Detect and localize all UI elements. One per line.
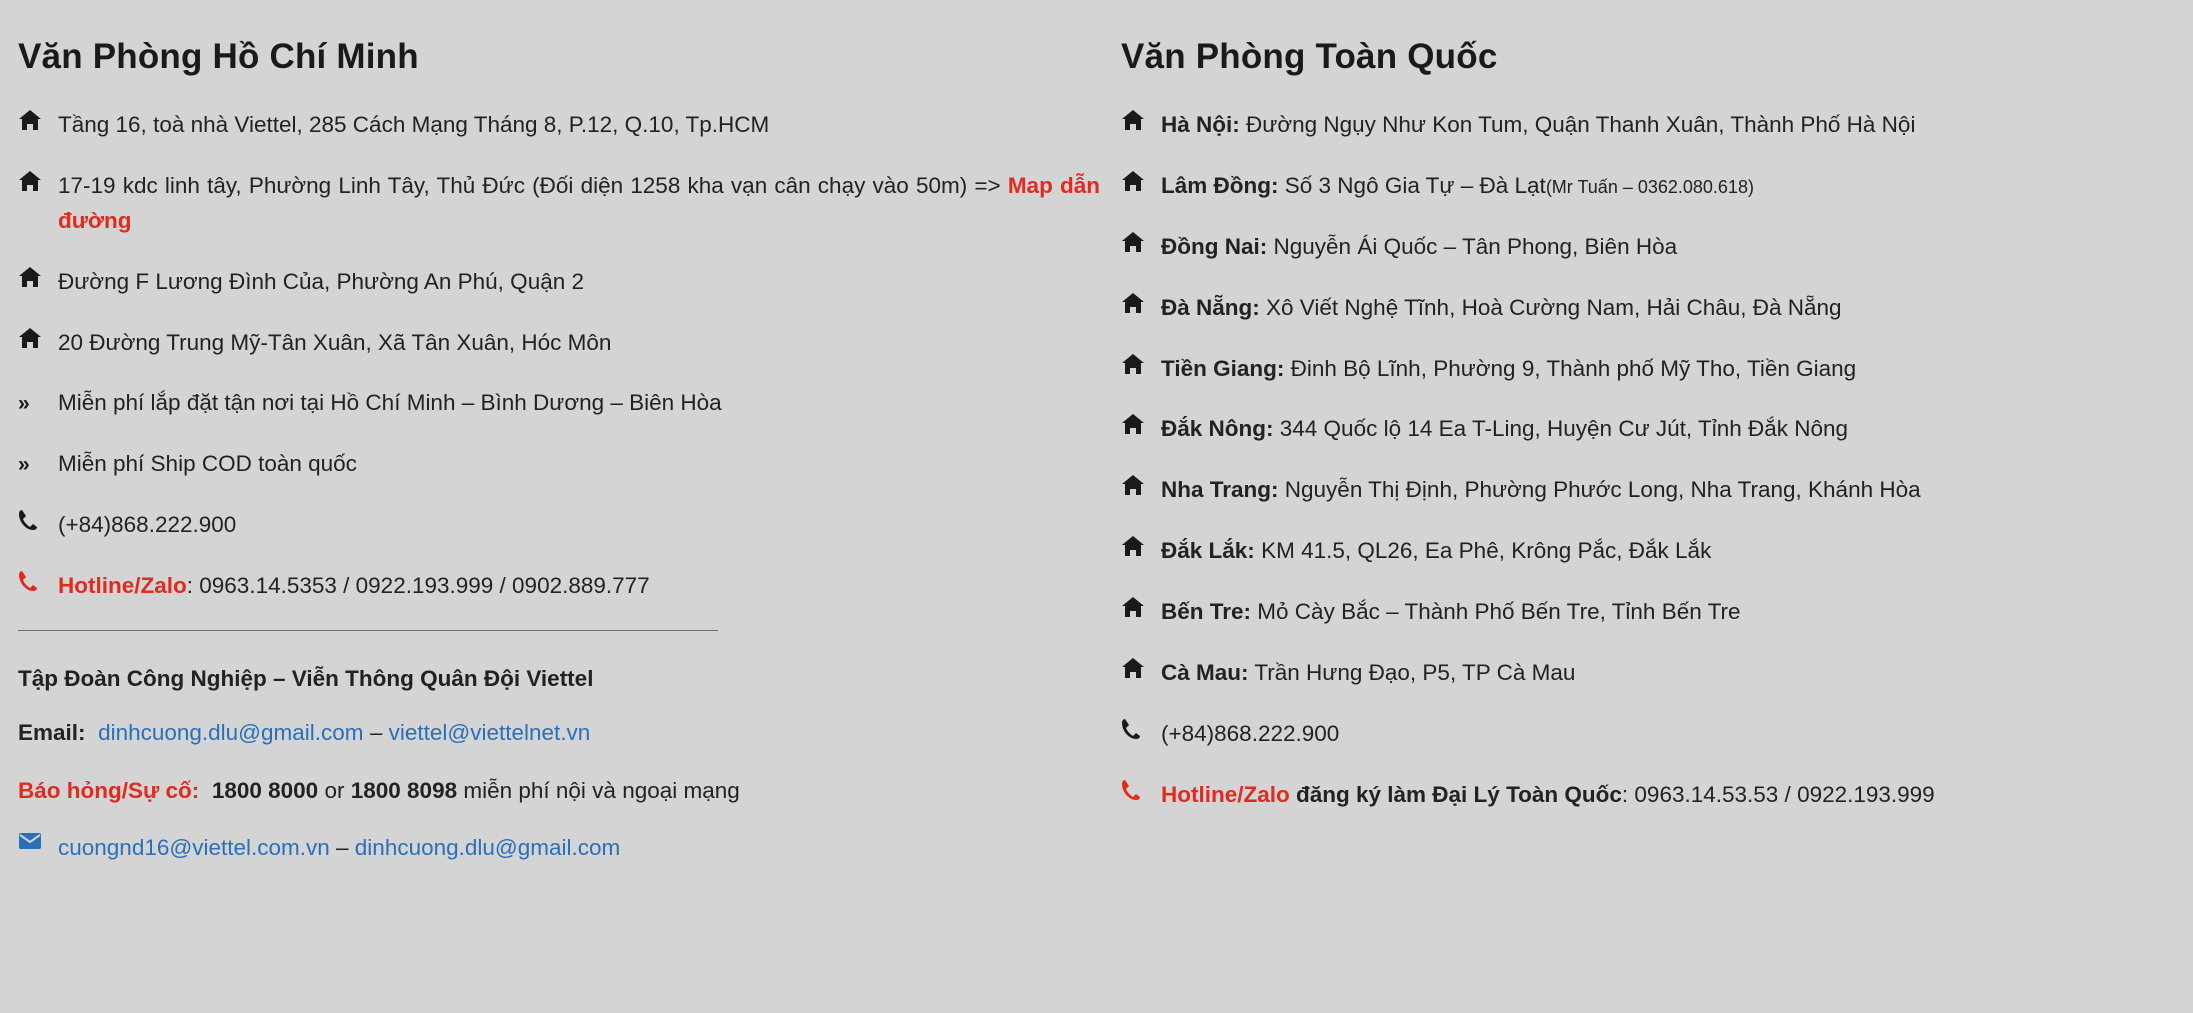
branch-address: Trần Hưng Đạo, P5, TP Cà Mau	[1254, 659, 1576, 685]
branch-row	[1121, 473, 2173, 508]
hotline-mid: đăng ký làm Đại Lý Toàn Quốc	[1289, 781, 1622, 807]
mail-dash: –	[336, 834, 349, 860]
fault-number-2[interactable]: 1800 8098	[350, 777, 458, 803]
branch-text	[1161, 656, 2173, 691]
email-label: Email:	[18, 719, 86, 745]
home-icon	[1121, 109, 1151, 131]
home-icon	[18, 266, 48, 288]
email-link-2[interactable]: viettel@viettelnet.vn	[388, 719, 591, 745]
mail-row	[18, 831, 1100, 866]
home-icon	[1121, 413, 1151, 435]
address-row	[18, 326, 1100, 361]
branch-row	[1121, 108, 2173, 143]
envelope-icon	[18, 832, 48, 850]
branch-address: Đường Ngụy Như Kon Tum, Quận Thanh Xuân, Thành Phố Hà Nội	[1246, 112, 1916, 137]
branch-text	[1161, 352, 2173, 387]
address-row	[18, 169, 1100, 239]
fault-report-label: Báo hỏng/Sự cố:	[18, 777, 200, 803]
home-icon	[18, 170, 48, 192]
fault-tail: miễn phí nội và ngoại mạng	[463, 777, 740, 803]
address-text: Đường F Lương Đình Của, Phường An Phú, Quận 2	[58, 268, 584, 294]
branch-text	[1161, 230, 2173, 265]
home-icon	[1121, 535, 1151, 557]
address-text	[58, 169, 1100, 239]
hotline-separator: :	[186, 573, 200, 598]
nationwide-office-column	[1120, 18, 2193, 1013]
branch-row	[1121, 412, 2173, 447]
section-divider	[18, 630, 718, 631]
hotline-label: Hotline/Zalo	[1161, 781, 1290, 807]
home-icon	[18, 327, 48, 349]
branch-label: Bến Tre:	[1161, 599, 1252, 624]
branch-text	[1161, 473, 2173, 508]
hcm-office-column	[0, 18, 1120, 1013]
branch-label: Đồng Nai:	[1161, 233, 1268, 259]
email-row	[18, 715, 1100, 751]
address-row	[18, 265, 1100, 300]
double-chevron-right-icon: »	[18, 453, 28, 477]
branch-address: Nguyễn Thị Định, Phường Phước Long, Nha Trang, Khánh Hòa	[1284, 477, 1921, 503]
phone-icon	[1121, 779, 1151, 801]
branch-text	[1161, 291, 2173, 326]
email-link-1[interactable]: dinhcuong.dlu@gmail.com	[98, 719, 364, 745]
email-dash: –	[369, 719, 383, 745]
address-row	[18, 108, 1100, 143]
branch-address: Đinh Bộ Lĩnh, Phường 9, Thành phố Mỹ Tho, Tiền Giang	[1290, 355, 1857, 381]
branch-text	[1161, 108, 2173, 143]
hotline-numbers[interactable]: 0963.14.53.53 / 0922.193.999	[1634, 781, 1935, 807]
fault-report-row	[18, 773, 1100, 809]
branch-address: Xô Viết Nghệ Tĩnh, Hoà Cường Nam, Hải Châu, Đà Nẵng	[1266, 294, 1842, 320]
branch-label: Cà Mau:	[1161, 659, 1249, 685]
home-icon	[1121, 231, 1151, 253]
branch-text	[1161, 169, 2173, 204]
hcm-office-title: Văn Phòng Hồ Chí Minh	[18, 37, 419, 76]
branch-label: Đắk Nông:	[1161, 416, 1274, 442]
branch-text	[1161, 595, 2173, 630]
address-text: 20 Đường Trung Mỹ-Tân Xuân, Xã Tân Xuân, Hóc Môn	[58, 329, 612, 355]
home-icon	[1121, 292, 1151, 314]
branch-row	[1121, 169, 2173, 204]
home-icon	[1121, 596, 1151, 618]
branch-text	[1161, 534, 2173, 569]
company-name-text: Tập Đoàn Công Nghiệp – Viễn Thông Quân Đội Viettel	[18, 665, 594, 691]
phone-icon	[1121, 718, 1151, 740]
branch-label: Hà Nội:	[1161, 112, 1240, 137]
double-chevron-right-icon: »	[18, 392, 28, 416]
phone-row	[18, 508, 1100, 543]
phone-icon	[18, 570, 48, 592]
hotline-text	[1161, 778, 2173, 813]
hotline-numbers[interactable]: 0963.14.5353 / 0922.193.999 / 0902.889.777	[199, 573, 650, 598]
home-icon	[1121, 474, 1151, 496]
phone-icon	[18, 509, 48, 531]
branch-label: Nha Trang:	[1161, 477, 1279, 503]
phone-number[interactable]: (+84)868.222.900	[1161, 720, 1340, 746]
hotline-row	[18, 569, 1100, 604]
address-text-body: 17-19 kdc linh tây, Phường Linh Tây, Thủ Đức (Đối diện 1258 kha vạn cân chạy vào 50m) =>	[58, 172, 1008, 198]
service-note-row	[18, 447, 1100, 482]
branch-row	[1121, 656, 2173, 691]
hotline-row	[1121, 778, 2173, 813]
home-icon	[1121, 170, 1151, 192]
branch-text	[1161, 412, 2173, 447]
branch-contact-note: (Mr Tuấn – 0362.080.618)	[1545, 176, 1754, 197]
branch-row	[1121, 352, 2173, 387]
service-note-row	[18, 386, 1100, 421]
branch-label: Lâm Đồng:	[1161, 172, 1279, 198]
company-name	[18, 661, 1100, 697]
fault-number-1[interactable]: 1800 8000	[211, 777, 319, 803]
nationwide-office-title: Văn Phòng Toàn Quốc	[1121, 37, 1498, 76]
phone-number[interactable]: (+84)868.222.900	[58, 512, 237, 538]
branch-address: Mỏ Cày Bắc – Thành Phố Bến Tre, Tỉnh Bến Tre	[1257, 599, 1741, 624]
service-note-text: Miễn phí lắp đặt tận nơi tại Hồ Chí Minh – Bình Dương – Biên Hòa	[58, 390, 722, 416]
branch-address: KM 41.5, QL26, Ea Phê, Krông Pắc, Đắk Lắk	[1261, 538, 1712, 564]
branch-label: Đà Nẵng:	[1161, 294, 1260, 320]
home-icon	[18, 109, 48, 131]
branch-address: Nguyễn Ái Quốc – Tân Phong, Biên Hòa	[1273, 233, 1678, 259]
branch-row	[1121, 230, 2173, 265]
hotline-text	[58, 569, 1100, 604]
branch-address: 344 Quốc lộ 14 Ea T-Ling, Huyện Cư Jút, Tỉnh Đắk Nông	[1279, 416, 1849, 442]
fault-or: or	[324, 777, 345, 803]
branch-row	[1121, 595, 2173, 630]
service-note-text: Miễn phí Ship COD toàn quốc	[58, 451, 357, 477]
branch-label: Đắk Lắk:	[1161, 538, 1255, 564]
map-direction-link[interactable]: Map dẫn đường	[58, 172, 1100, 233]
mail-text	[58, 831, 1100, 866]
hotline-separator: :	[1621, 781, 1635, 807]
mail-link-1[interactable]: cuongnd16@viettel.com.vn	[58, 834, 330, 860]
branch-row	[1121, 534, 2173, 569]
home-icon	[1121, 353, 1151, 375]
home-icon	[1121, 657, 1151, 679]
mail-link-2[interactable]: dinhcuong.dlu@gmail.com	[354, 834, 621, 860]
phone-row	[1121, 717, 2173, 752]
branch-row	[1121, 291, 2173, 326]
hotline-label: Hotline/Zalo	[58, 573, 187, 598]
branch-label: Tiền Giang:	[1161, 355, 1285, 381]
address-text: Tầng 16, toà nhà Viettel, 285 Cách Mạng Tháng 8, P.12, Q.10, Tp.HCM	[58, 112, 770, 137]
branch-address: Số 3 Ngô Gia Tự – Đà Lạt	[1284, 172, 1546, 198]
